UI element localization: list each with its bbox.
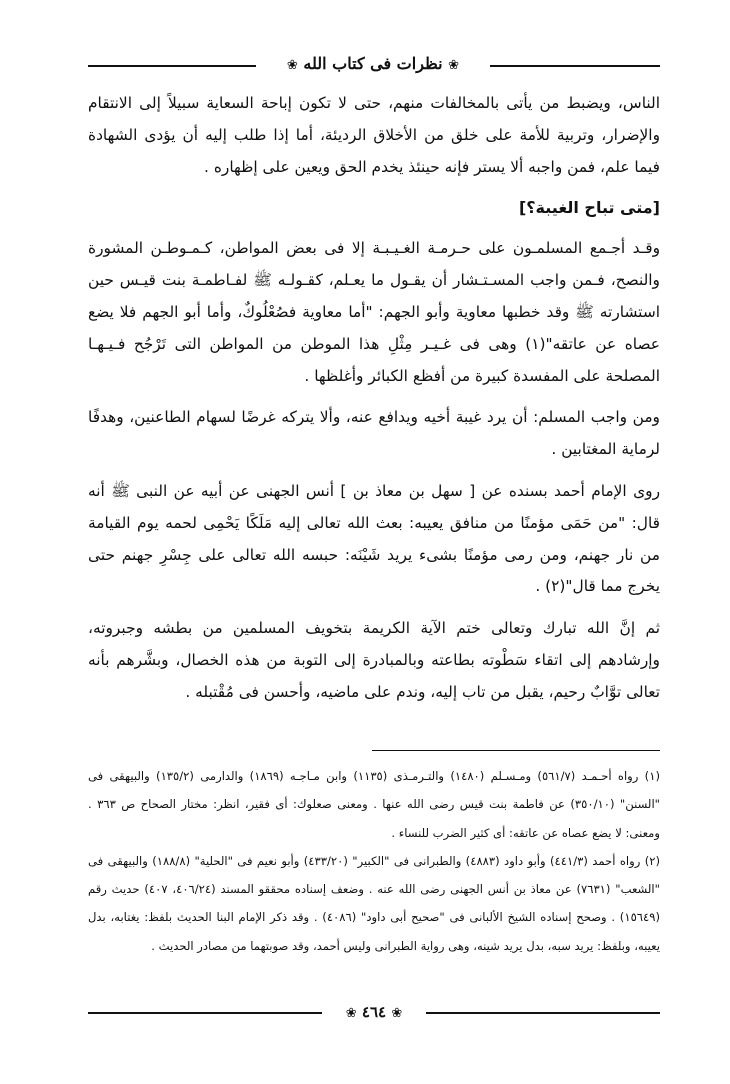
header-rule-right bbox=[490, 65, 660, 67]
section-heading: [متى تباح الغيبة؟] bbox=[518, 198, 660, 218]
footer-rule-left bbox=[88, 1012, 322, 1014]
page-footer bbox=[88, 1000, 660, 1024]
paragraph: وقـد أجـمع المسلمـون على حـرمـة الغـيـبـة إلا فى بعض المواطن، كـمـوطـن المشورة والنصح، فـمن واجب المسـتـشار أن يقـول ما يعـلم، كقـولـه ﷺ لفـاطمـة بنت قيـس حين استشارته ﷺ وقد خطبها معاوية وأبو الجهم: "أما معاوية فصُعْلُوكٌ، وأما أبو الجهم فلا يضع عصاه عن عاتقه"(١) وهى فى غـيـر مِثْلِ هذا الموطن من المواطن التى تَرْجُح فـيـهـا المصلحة على المفسدة كبيرة من أفظع الكبائر وأغلظها . bbox=[88, 239, 660, 385]
header-rule-left bbox=[88, 65, 256, 67]
page-number: ٤٦٤ bbox=[361, 1003, 387, 1021]
footer-rule-right bbox=[426, 1012, 660, 1014]
page-number-block bbox=[322, 1000, 426, 1026]
flower-ornament-icon: ❀ bbox=[286, 58, 298, 73]
paragraph: الناس، ويضبط من يأتى بالمخالفات منهم، حتى لا تكون إباحة السعاية سبيلاً إلى الانتقام والإضرار، وتربية للأمة على خلق من الأخلاق الرديئة، أما إذا طلب إليه أن يؤدى الشهادة فيما علم، فمن واجبه ألا يستر فإنه حينئذ يخدم الحق ويعين على إظهاره . bbox=[88, 94, 660, 176]
flower-ornament-icon: ❀ bbox=[391, 1006, 403, 1021]
flower-ornament-icon: ❀ bbox=[345, 1006, 357, 1021]
footnote-separator bbox=[372, 750, 660, 751]
footnote-1: (١) رواه أحـمـد (٥٦١/٧) ومـسـلم (١٤٨٠) والتـرمـذى (١١٣٥) وابن مـاجـه (١٨٦٩) والدارمى (١٣٥/٢) والبيهقى فى "السنن" (٣٥٠/١٠) عن فاطمة بنت قيس رضى الله عنها . ومعنى صعلوك: أى فقير، انظر: مختار الصحاح ص ٣٦٣ . ومعنى: لا يضع عصاه عن عاتقه: أى كثير الضرب للنساء . bbox=[88, 769, 661, 840]
paragraph: ثم إنَّ الله تبارك وتعالى ختم الآية الكريمة بتخويف المسلمين من بطشه وجبروته، وإرشادهم إلى اتقاء سَطْوته بطاعته وبالمبادرة إلى التوبة من هذه الخصال، وبشَّرهم بأنه تعالى توَّابٌ رحيم، يقبل من تاب إليه، وندم على ماضيه، وأحسن فى مُقْتبله . bbox=[88, 619, 660, 701]
footnotes bbox=[88, 762, 660, 960]
book-title: نظرات فى كتاب الله bbox=[303, 54, 443, 73]
paragraph: روى الإمام أحمد بسنده عن [ سهل بن معاذ بن ] أنس الجهنى عن أبيه عن النبى ﷺ أنه قال: "من حَمَى مؤمنًا من منافق يعيبه: بعث الله تعالى إليه مَلَكًا يَحْمِى لحمه يوم القيامة من نار جهنم، ومن رمى مؤمنًا بشىء يريد شَيْنَه: حبسه الله تعالى على جِسْرِ جهنم حتى يخرج مما قال"(٢) . bbox=[88, 481, 660, 596]
footnote-2: (٢) رواه أحمد (٤٤١/٣) وأبو داود (٤٨٨٣) والطبرانى فى "الكبير" (٤٣٣/٢٠) وأبو نعيم فى "الحلية" (١٨٨/٨) والبيهقى فى "الشعب" (٧٦٣١) عن معاذ بن أنس الجهنى رضى الله عنه . وضعف إسناده محققو المسند (٤٠٦/٢٤، ٤٠٧) حديث رقم (١٥٦٤٩) . وصحح إسناده الشيخ الألبانى فى "صحيح أبى داود" (٤٠٨٦) . وقد ذكر الإمام البنا الحديث بلفظ: يغتابه، بدل يعيبه، وبلفظ: يريد سبه، بدل يريد شينه، وهى رواية الطبرانى وليس أحمد، وقد صوبتهما من مصادر الحديث . bbox=[88, 853, 661, 953]
header-title-block bbox=[256, 52, 490, 78]
main-text bbox=[88, 88, 660, 720]
paragraph: ومن واجب المسلم: أن يرد غيبة أخيه ويدافع عنه، وألا يتركه غرضًا لسهام الطاعنين، وهدفًا لرماية المغتابين . bbox=[88, 408, 660, 459]
flower-ornament-icon: ❀ bbox=[448, 58, 460, 73]
running-header bbox=[88, 52, 660, 76]
